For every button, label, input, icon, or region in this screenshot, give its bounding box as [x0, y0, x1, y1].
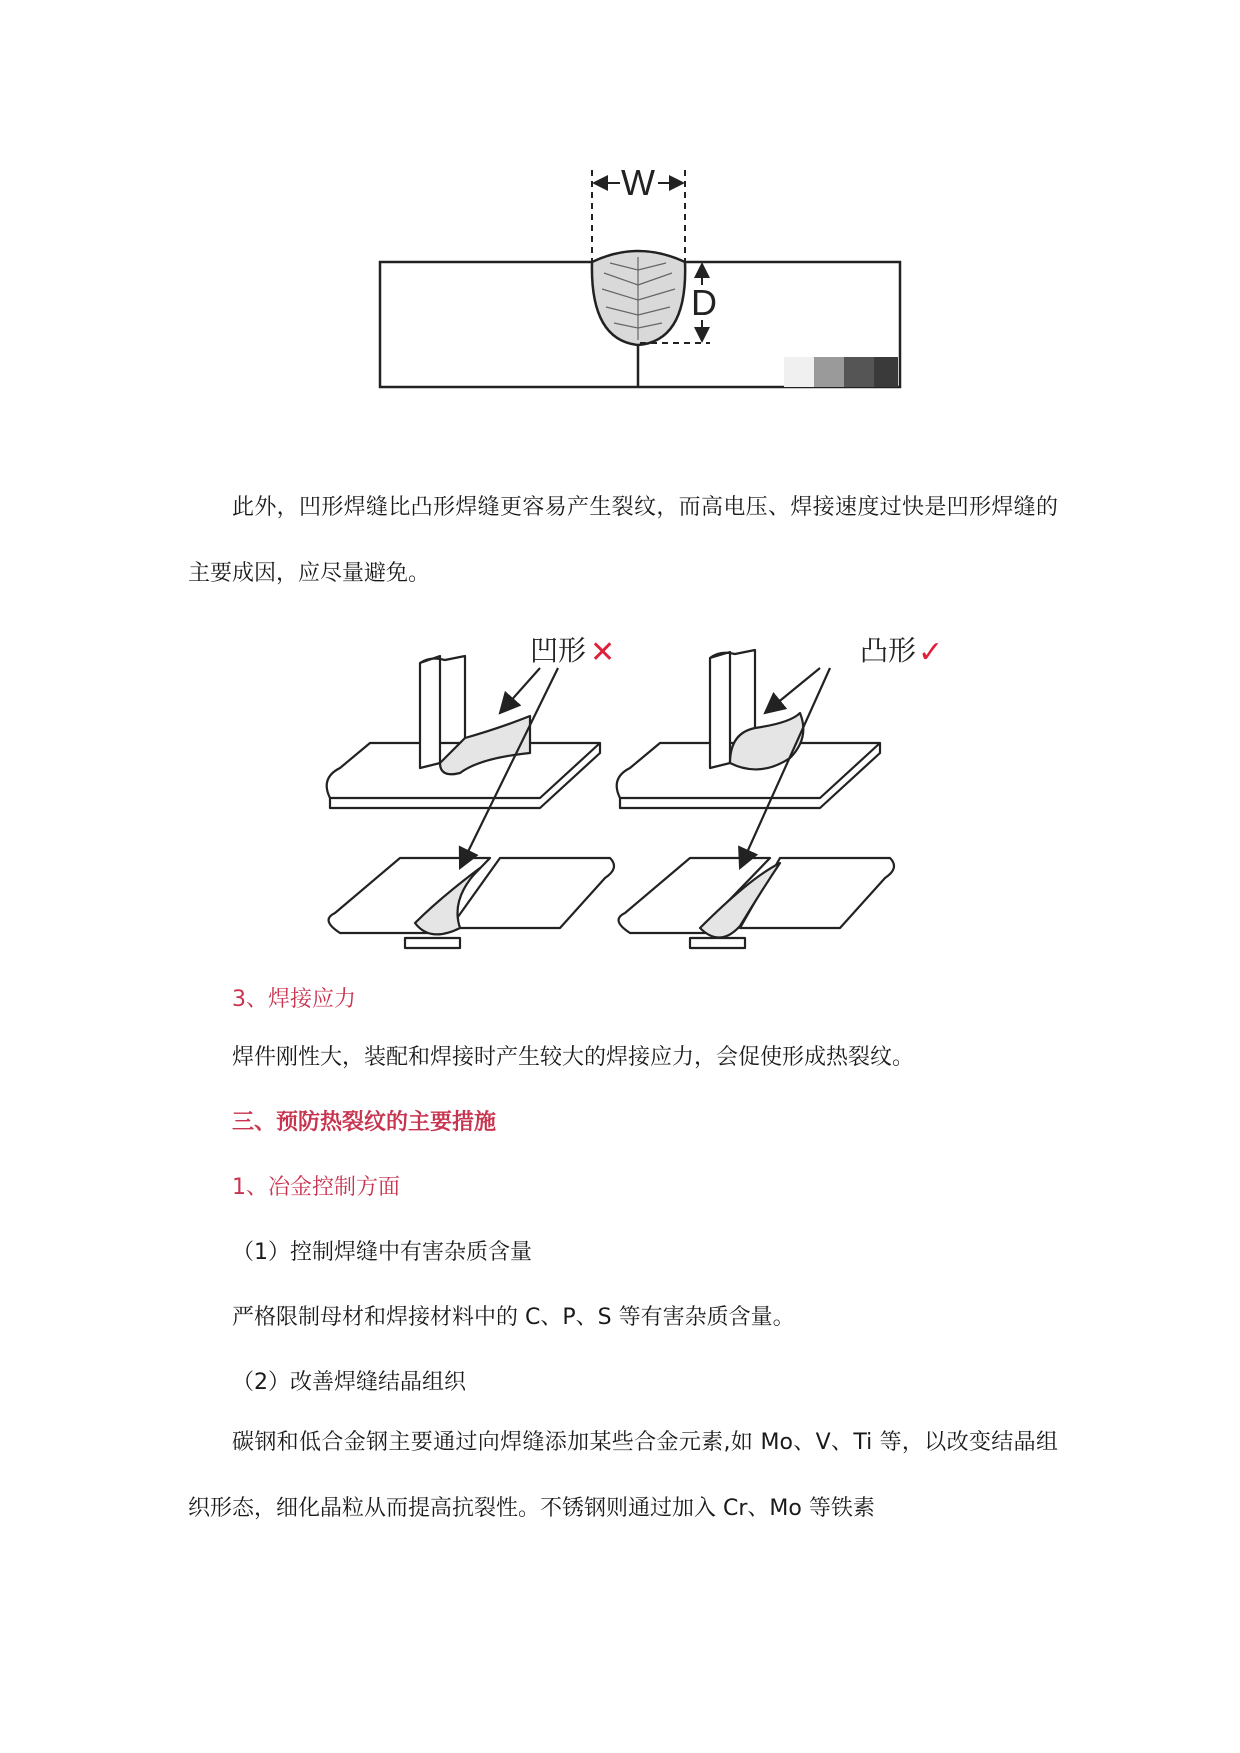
- item-2-text: 碳钢和低合金钢主要通过向焊缝添加某些合金元素,如 Mo、V、Ti 等，以改变结晶组织形态，细化晶粒从而提高抗裂性。不锈钢则通过加入 Cr、Mo 等铁素: [188, 1430, 1058, 1521]
- concave-label: 凹形: [530, 634, 587, 667]
- section-3-title: 3、焊接应力: [232, 987, 356, 1012]
- item-1-title: （1）控制焊缝中有害杂质含量: [232, 1240, 532, 1265]
- convex-butt-right-plate: [740, 858, 894, 928]
- item-1-text: 严格限制母材和焊接材料中的 C、P、S 等有害杂质含量。: [232, 1305, 795, 1330]
- paragraph-concave-weld: 此外，凹形焊缝比凸形焊缝更容易产生裂纹，而高电压、焊接速度过快是凹形焊缝的主要成因，应尽量避免。: [188, 495, 1058, 586]
- convex-label: 凸形: [860, 634, 917, 667]
- width-label: W: [621, 165, 655, 203]
- section-3-text: 焊件刚性大，装配和焊接时产生较大的焊接应力，会促使形成热裂纹。: [232, 1045, 915, 1070]
- depth-label: D: [691, 282, 717, 323]
- subsection-1-title: 1、冶金控制方面: [232, 1175, 400, 1200]
- weld-cross-section-figure: [370, 165, 930, 400]
- item-2-title: （2）改善焊缝结晶组织: [232, 1370, 466, 1395]
- heading-prevention: 三、预防热裂纹的主要措施: [232, 1110, 497, 1135]
- cross-mark-icon: ✕: [590, 635, 616, 670]
- concave-t-plate-vertical: [420, 656, 440, 768]
- check-mark-icon: ✓: [918, 635, 944, 670]
- convex-t-plate-vertical: [710, 652, 730, 768]
- concave-convex-weld-figure: [300, 628, 980, 958]
